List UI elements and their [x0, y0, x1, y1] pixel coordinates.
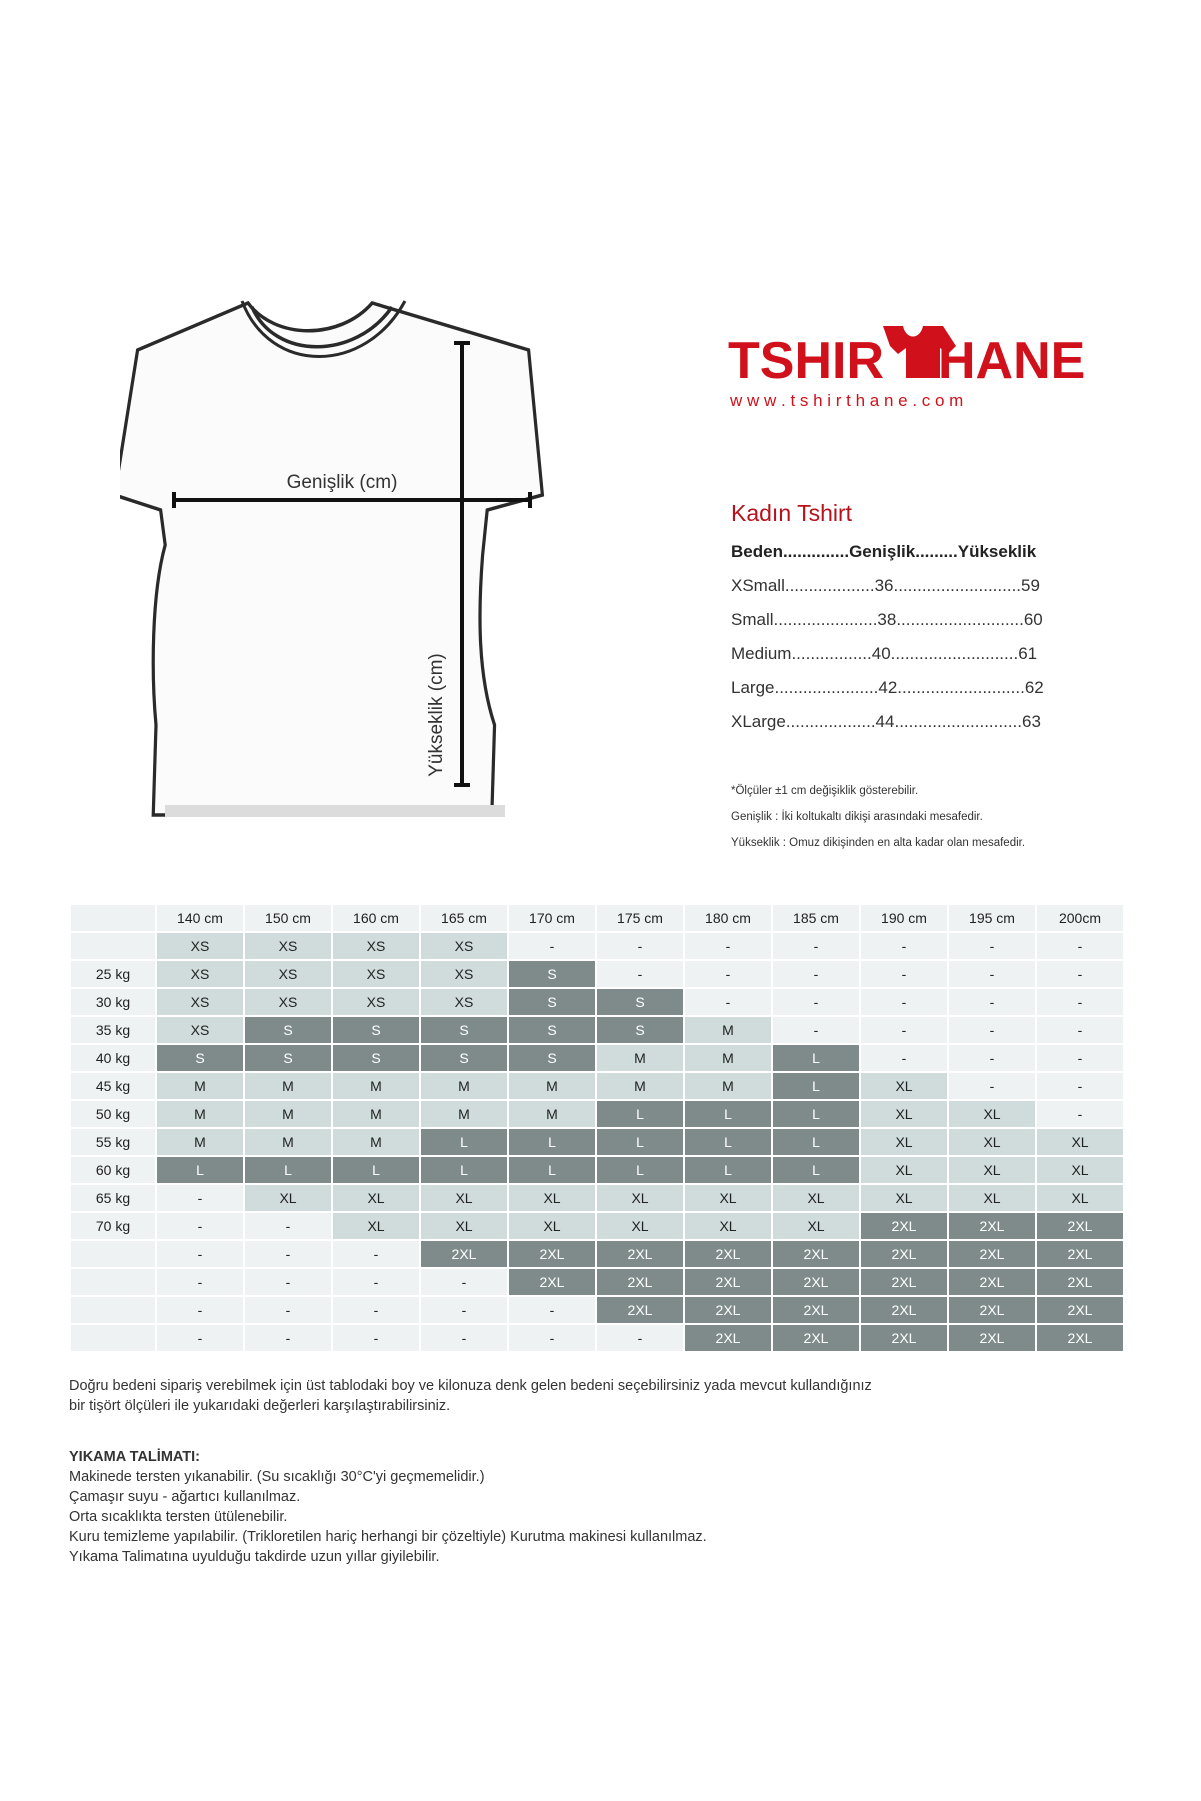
- grid-size-cell: 2XL: [861, 1297, 947, 1323]
- logo-text-left: TSHIR: [728, 332, 884, 390]
- note-height: Yükseklik : Omuz dikişinden en alta kadar olan mesafedir.: [731, 837, 1026, 849]
- grid-size-cell: 2XL: [949, 1269, 1035, 1295]
- grid-size-cell: 2XL: [597, 1297, 683, 1323]
- grid-size-cell: L: [509, 1129, 595, 1155]
- grid-size-cell: XL: [861, 1129, 947, 1155]
- grid-size-cell: XL: [861, 1157, 947, 1183]
- grid-size-cell: S: [245, 1045, 331, 1071]
- grid-size-cell: 2XL: [773, 1297, 859, 1323]
- grid-size-cell: L: [773, 1157, 859, 1183]
- grid-size-cell: XS: [421, 989, 507, 1015]
- grid-size-cell: -: [157, 1297, 243, 1323]
- grid-size-cell: -: [245, 1213, 331, 1239]
- grid-size-cell: 2XL: [597, 1241, 683, 1267]
- grid-size-cell: M: [421, 1101, 507, 1127]
- grid-size-cell: 2XL: [861, 1213, 947, 1239]
- grid-column-header: 160 cm: [333, 905, 419, 931]
- grid-size-cell: L: [685, 1101, 771, 1127]
- grid-size-cell: -: [1037, 961, 1123, 987]
- grid-row: [71, 1045, 1123, 1071]
- grid-size-cell: XS: [421, 933, 507, 959]
- grid-size-cell: M: [157, 1129, 243, 1155]
- info-line: Doğru bedeni sipariş verebilmek için üst tablodaki boy ve kilonuza denk gelen bedeni seçebilirsiniz yada mevcut kullandığınız: [69, 1378, 872, 1394]
- grid-column-header: 150 cm: [245, 905, 331, 931]
- grid-size-cell: -: [333, 1297, 419, 1323]
- grid-size-cell: -: [597, 1325, 683, 1351]
- logo-text-right: HANE: [938, 332, 1086, 390]
- grid-size-cell: L: [421, 1157, 507, 1183]
- size-row: Small......................38...........................60: [731, 610, 1043, 629]
- grid-row-label: [71, 1241, 155, 1267]
- logo-url: w w w . t s h i r t h a n e . c o m: [730, 391, 964, 410]
- tshirt-diagram: [120, 295, 545, 825]
- grid-size-cell: L: [597, 1157, 683, 1183]
- grid-size-cell: XL: [773, 1185, 859, 1211]
- grid-size-cell: -: [1037, 1017, 1123, 1043]
- grid-size-cell: -: [157, 1241, 243, 1267]
- grid-size-cell: M: [333, 1073, 419, 1099]
- grid-size-cell: -: [949, 1073, 1035, 1099]
- grid-size-cell: -: [421, 1269, 507, 1295]
- grid-row-label: 55 kg: [71, 1129, 155, 1155]
- grid-size-cell: 2XL: [509, 1241, 595, 1267]
- grid-size-cell: M: [245, 1101, 331, 1127]
- grid-size-cell: -: [1037, 1073, 1123, 1099]
- grid-row-label: 25 kg: [71, 961, 155, 987]
- grid-row: [71, 1017, 1123, 1043]
- grid-size-cell: -: [861, 961, 947, 987]
- grid-size-cell: -: [861, 989, 947, 1015]
- grid-row: [71, 1325, 1123, 1351]
- grid-row: [71, 961, 1123, 987]
- chart-header: Beden..............Genişlik.........Yükseklik: [731, 542, 1037, 561]
- grid-size-cell: -: [157, 1213, 243, 1239]
- grid-size-cell: -: [949, 989, 1035, 1015]
- grid-size-cell: XS: [245, 989, 331, 1015]
- tshirt-outline-icon: [120, 295, 545, 825]
- grid-size-cell: -: [421, 1297, 507, 1323]
- note-width: Genişlik : İki koltukaltı dikişi arasındaki mesafedir.: [731, 811, 983, 823]
- grid-size-cell: XS: [157, 989, 243, 1015]
- grid-size-cell: -: [949, 961, 1035, 987]
- grid-size-cell: XS: [245, 933, 331, 959]
- grid-size-cell: XL: [949, 1157, 1035, 1183]
- grid-size-cell: L: [773, 1073, 859, 1099]
- grid-size-cell: L: [597, 1129, 683, 1155]
- grid-size-cell: M: [157, 1101, 243, 1127]
- grid-size-cell: 2XL: [1037, 1213, 1123, 1239]
- grid-row: [71, 1269, 1123, 1295]
- grid-size-cell: 2XL: [597, 1269, 683, 1295]
- grid-row-label: 65 kg: [71, 1185, 155, 1211]
- grid-size-cell: -: [1037, 1045, 1123, 1071]
- grid-column-header: 175 cm: [597, 905, 683, 931]
- grid-size-cell: 2XL: [1037, 1241, 1123, 1267]
- grid-size-cell: -: [157, 1185, 243, 1211]
- grid-size-cell: S: [509, 989, 595, 1015]
- grid-row-label: 50 kg: [71, 1101, 155, 1127]
- grid-size-cell: 2XL: [685, 1325, 771, 1351]
- grid-size-cell: XL: [861, 1073, 947, 1099]
- grid-size-cell: L: [597, 1101, 683, 1127]
- washing-line: Kuru temizleme yapılabilir. (Trikloretilen hariç herhangi bir çözeltiyle) Kurutma makinesi kullanılmaz.: [69, 1529, 707, 1545]
- grid-size-cell: 2XL: [773, 1269, 859, 1295]
- chart-title: Kadın Tshirt: [731, 500, 853, 526]
- grid-size-cell: S: [333, 1017, 419, 1043]
- grid-column-header: 180 cm: [685, 905, 771, 931]
- grid-size-cell: L: [157, 1157, 243, 1183]
- grid-size-cell: 2XL: [949, 1213, 1035, 1239]
- grid-size-cell: L: [685, 1157, 771, 1183]
- grid-row-label: 70 kg: [71, 1213, 155, 1239]
- grid-size-cell: L: [333, 1157, 419, 1183]
- grid-size-cell: 2XL: [773, 1241, 859, 1267]
- grid-size-cell: S: [157, 1045, 243, 1071]
- grid-size-cell: M: [509, 1073, 595, 1099]
- grid-size-cell: XS: [333, 989, 419, 1015]
- grid-size-cell: L: [509, 1157, 595, 1183]
- washing-line: Yıkama Talimatına uyulduğu takdirde uzun yıllar giyilebilir.: [69, 1549, 440, 1565]
- grid-size-cell: 2XL: [1037, 1297, 1123, 1323]
- grid-size-cell: S: [333, 1045, 419, 1071]
- grid-size-cell: -: [949, 1045, 1035, 1071]
- grid-size-cell: -: [157, 1325, 243, 1351]
- grid-row: [71, 1129, 1123, 1155]
- grid-size-cell: XL: [949, 1101, 1035, 1127]
- info-line: bir tişört ölçüleri ile yukarıdaki değerleri karşılaştırabilirsiniz.: [69, 1398, 451, 1414]
- grid-size-cell: S: [421, 1045, 507, 1071]
- grid-size-cell: -: [597, 933, 683, 959]
- grid-size-cell: M: [685, 1045, 771, 1071]
- grid-column-header: 190 cm: [861, 905, 947, 931]
- grid-row-label: [71, 933, 155, 959]
- grid-size-cell: -: [861, 1045, 947, 1071]
- grid-size-cell: -: [245, 1297, 331, 1323]
- grid-size-cell: S: [421, 1017, 507, 1043]
- size-row: Large......................42...........................62: [731, 678, 1044, 697]
- grid-size-cell: -: [157, 1269, 243, 1295]
- grid-size-cell: 2XL: [861, 1269, 947, 1295]
- grid-size-cell: XL: [685, 1213, 771, 1239]
- washing-instructions: [69, 1447, 707, 1567]
- grid-size-cell: 2XL: [949, 1241, 1035, 1267]
- grid-size-cell: M: [333, 1101, 419, 1127]
- grid-size-cell: 2XL: [861, 1241, 947, 1267]
- grid-size-cell: -: [685, 933, 771, 959]
- grid-size-cell: -: [333, 1325, 419, 1351]
- grid-size-cell: 2XL: [685, 1241, 771, 1267]
- grid-row: [71, 1185, 1123, 1211]
- grid-size-cell: XL: [1037, 1185, 1123, 1211]
- grid-size-cell: -: [949, 1017, 1035, 1043]
- grid-size-cell: XL: [421, 1185, 507, 1211]
- grid-size-cell: -: [685, 989, 771, 1015]
- grid-size-cell: -: [773, 1017, 859, 1043]
- grid-size-cell: XL: [597, 1213, 683, 1239]
- brand-logo: [728, 318, 1088, 428]
- grid-corner-cell: [71, 905, 155, 931]
- grid-size-cell: L: [773, 1045, 859, 1071]
- grid-size-cell: M: [509, 1101, 595, 1127]
- washing-title: YIKAMA TALİMATI:: [69, 1449, 201, 1465]
- grid-row-label: 30 kg: [71, 989, 155, 1015]
- grid-size-cell: M: [597, 1045, 683, 1071]
- grid-size-cell: -: [509, 933, 595, 959]
- grid-header-row: [71, 905, 1123, 931]
- size-row: Medium.................40...........................61: [731, 644, 1038, 663]
- grid-size-cell: M: [245, 1073, 331, 1099]
- grid-row-label: [71, 1269, 155, 1295]
- grid-column-header: 200cm: [1037, 905, 1123, 931]
- grid-row-label: 45 kg: [71, 1073, 155, 1099]
- grid-size-cell: L: [773, 1101, 859, 1127]
- grid-row-label: [71, 1325, 155, 1351]
- grid-size-cell: XL: [685, 1185, 771, 1211]
- height-label: Yükseklik (cm): [426, 653, 447, 777]
- grid-size-cell: 2XL: [949, 1325, 1035, 1351]
- grid-size-cell: -: [1037, 933, 1123, 959]
- grid-column-header: 165 cm: [421, 905, 507, 931]
- grid-size-cell: -: [597, 961, 683, 987]
- grid-size-cell: XL: [1037, 1157, 1123, 1183]
- height-weight-size-grid: [69, 903, 1125, 1353]
- grid-size-cell: 2XL: [421, 1241, 507, 1267]
- grid-size-cell: -: [1037, 989, 1123, 1015]
- grid-size-cell: XL: [333, 1213, 419, 1239]
- width-label: Genişlik (cm): [286, 472, 398, 493]
- grid-size-cell: -: [245, 1269, 331, 1295]
- washing-line: Orta sıcaklıkta tersten ütülenebilir.: [69, 1509, 288, 1525]
- grid-size-cell: XL: [597, 1185, 683, 1211]
- grid-size-cell: M: [333, 1129, 419, 1155]
- grid-size-cell: 2XL: [773, 1325, 859, 1351]
- grid-size-cell: -: [773, 961, 859, 987]
- grid-size-cell: -: [509, 1325, 595, 1351]
- grid-size-cell: S: [597, 1017, 683, 1043]
- grid-size-cell: S: [509, 1017, 595, 1043]
- grid-size-cell: -: [949, 933, 1035, 959]
- grid-row: [71, 1297, 1123, 1323]
- grid-size-cell: -: [245, 1241, 331, 1267]
- grid-size-cell: 2XL: [1037, 1325, 1123, 1351]
- women-size-chart: [731, 500, 1091, 739]
- grid-row-label: 60 kg: [71, 1157, 155, 1183]
- grid-size-cell: -: [861, 1017, 947, 1043]
- grid-size-cell: 2XL: [1037, 1269, 1123, 1295]
- grid-row: [71, 933, 1123, 959]
- grid-size-cell: XL: [949, 1185, 1035, 1211]
- grid-size-cell: 2XL: [685, 1297, 771, 1323]
- grid-size-cell: S: [245, 1017, 331, 1043]
- grid-size-cell: XS: [333, 933, 419, 959]
- grid-size-cell: -: [333, 1241, 419, 1267]
- grid-row: [71, 1241, 1123, 1267]
- grid-row: [71, 1213, 1123, 1239]
- measurement-notes: [731, 778, 1151, 856]
- grid-column-header: 195 cm: [949, 905, 1035, 931]
- grid-size-cell: XS: [245, 961, 331, 987]
- grid-size-cell: L: [245, 1157, 331, 1183]
- grid-size-cell: L: [421, 1129, 507, 1155]
- grid-size-cell: -: [685, 961, 771, 987]
- grid-row-label: 40 kg: [71, 1045, 155, 1071]
- grid-size-cell: XS: [157, 961, 243, 987]
- grid-row: [71, 1157, 1123, 1183]
- grid-size-cell: L: [685, 1129, 771, 1155]
- washing-line: Makinede tersten yıkanabilir. (Su sıcaklığı 30°C'yi geçmemelidir.): [69, 1469, 485, 1485]
- grid-size-cell: XL: [1037, 1129, 1123, 1155]
- grid-size-cell: -: [421, 1325, 507, 1351]
- grid-size-cell: M: [685, 1017, 771, 1043]
- grid-size-cell: M: [597, 1073, 683, 1099]
- size-row: XSmall...................36...........................59: [731, 576, 1040, 595]
- grid-size-cell: 2XL: [509, 1269, 595, 1295]
- grid-size-cell: XL: [773, 1213, 859, 1239]
- grid-size-cell: XS: [333, 961, 419, 987]
- grid-size-cell: XL: [861, 1185, 947, 1211]
- size-row: XLarge...................44...........................63: [731, 712, 1041, 731]
- grid-size-cell: XL: [949, 1129, 1035, 1155]
- grid-row: [71, 1101, 1123, 1127]
- grid-size-cell: XS: [157, 933, 243, 959]
- grid-size-cell: XL: [509, 1185, 595, 1211]
- grid-size-cell: XS: [157, 1017, 243, 1043]
- grid-row: [71, 1073, 1123, 1099]
- grid-size-cell: XL: [861, 1101, 947, 1127]
- grid-size-cell: 2XL: [685, 1269, 771, 1295]
- grid-size-cell: L: [773, 1129, 859, 1155]
- grid-size-cell: -: [1037, 1101, 1123, 1127]
- grid-size-cell: S: [509, 1045, 595, 1071]
- note-tolerance: *Ölçüler ±1 cm değişiklik gösterebilir.: [731, 785, 919, 797]
- grid-size-cell: -: [861, 933, 947, 959]
- info-text: [69, 1376, 872, 1416]
- grid-size-cell: XL: [421, 1213, 507, 1239]
- grid-size-cell: -: [509, 1297, 595, 1323]
- grid-size-cell: 2XL: [949, 1297, 1035, 1323]
- grid-column-header: 140 cm: [157, 905, 243, 931]
- grid-size-cell: XL: [509, 1213, 595, 1239]
- grid-size-cell: -: [773, 933, 859, 959]
- grid-row-label: 35 kg: [71, 1017, 155, 1043]
- grid-size-cell: XL: [333, 1185, 419, 1211]
- grid-column-header: 185 cm: [773, 905, 859, 931]
- washing-line: Çamaşır suyu - ağartıcı kullanılmaz.: [69, 1489, 301, 1505]
- grid-size-cell: 2XL: [861, 1325, 947, 1351]
- grid-size-cell: -: [773, 989, 859, 1015]
- grid-size-cell: XL: [245, 1185, 331, 1211]
- grid-size-cell: M: [421, 1073, 507, 1099]
- grid-column-header: 170 cm: [509, 905, 595, 931]
- grid-row: [71, 989, 1123, 1015]
- grid-size-cell: -: [245, 1325, 331, 1351]
- grid-size-cell: M: [685, 1073, 771, 1099]
- grid-size-cell: M: [157, 1073, 243, 1099]
- grid-size-cell: -: [333, 1269, 419, 1295]
- grid-size-cell: S: [597, 989, 683, 1015]
- grid-size-cell: S: [509, 961, 595, 987]
- grid-row-label: [71, 1297, 155, 1323]
- grid-size-cell: XS: [421, 961, 507, 987]
- grid-size-cell: M: [245, 1129, 331, 1155]
